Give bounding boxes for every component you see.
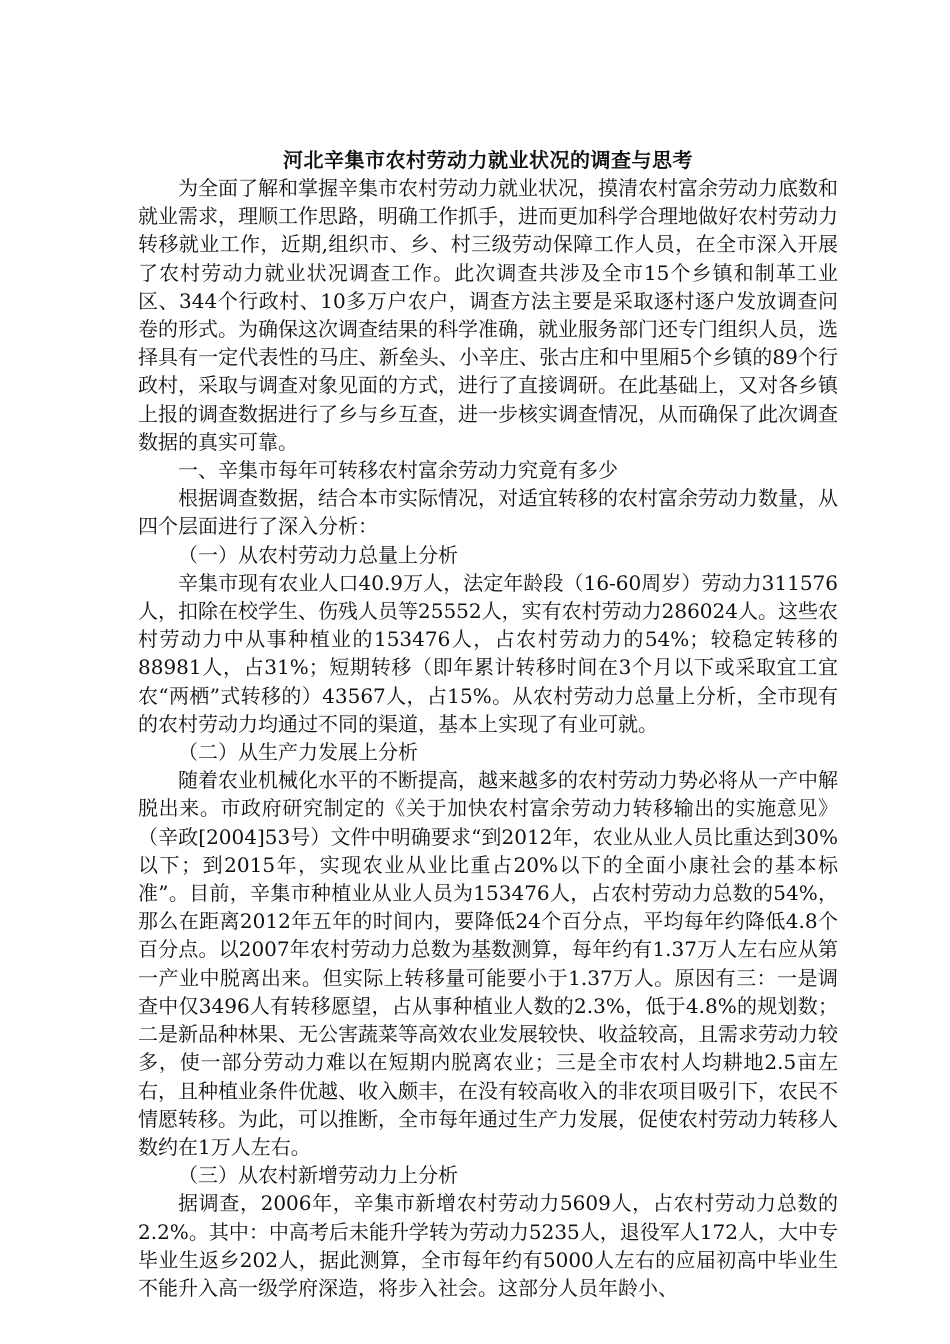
- intro-paragraph: 为全面了解和掌握辛集市农村劳动力就业状况，摸清农村富余劳动力底数和就业需求，理顺工作思路，明确工作抓手，进而更加科学合理地做好农村劳动力转移就业工作，近期,组织市、乡、村三级劳动保障工作人员，在全市深入开展了农村劳动力就业状况调查工作。此次调查共涉及全市15个乡镇和制革工业区、344个行政村、10多万户农户，调查方法主要是采取逐村逐户发放调查问卷的形式。为确保这次调查结果的科学准确，就业服务部门还专门组织人员，选择具有一定代表性的马庄、新垒头、小辛庄、张古庄和中里厢5个乡镇的89个行政村，采取与调查对象见面的方式，进行了直接调研。在此基础上，又对各乡镇上报的调查数据进行了乡与乡互查，进一步核实调查情况，从而确保了此次调查数据的真实可靠。: [138, 176, 838, 454]
- section-1-paragraph: 根据调查数据，结合本市实际情况，对适宜转移的农村富余劳动力数量，从四个层面进行了深入分析：: [138, 486, 838, 539]
- subsection-2-paragraph: 随着农业机械化水平的不断提高，越来越多的农村劳动力势必将从一产中解脱出来。市政府研究制定的《关于加快农村富余劳动力转移输出的实施意见》（辛政[2004]53号）文件中明确要求“到2012年，农业从业人员比重达到30%以下；到2015年，实现农业从业比重占20%以下的全面小康社会的基本标准”。目前，辛集市种植业从业人员为153476人，占农村劳动力总数的54%，那么在距离2012年五年的时间内，要降低24个百分点，平均每年约降低4.8个百分点。以2007年农村劳动力总数为基数测算，每年约有1.37万人左右应从第一产业中脱离出来。但实际上转移量可能要小于1.37万人。原因有三：一是调查中仅3496人有转移愿望，占从事种植业人数的2.3%，低于4.8%的规划数；二是新品种林果、无公害蔬菜等高效农业发展较快、收益较高，且需求劳动力较多，使一部分劳动力难以在短期内脱离农业；三是全市农村人均耕地2.5亩左右，且种植业条件优越、收入颇丰，在没有较高收入的非农项目吸引下，农民不情愿转移。为此，可以推断，全市每年通过生产力发展，促使农村劳动力转移人数约在1万人左右。: [138, 768, 838, 1159]
- document-title: 河北辛集市农村劳动力就业状况的调查与思考: [283, 148, 693, 172]
- document-body: [138, 146, 838, 1302]
- section-heading-1: 一、辛集市每年可转移农村富余劳动力究竟有多少: [178, 458, 618, 483]
- subsection-heading-1: （一）从农村劳动力总量上分析: [178, 542, 458, 567]
- subsection-heading-3: （三）从农村新增劳动力上分析: [178, 1163, 458, 1188]
- subsection-1-paragraph: 辛集市现有农业人口40.9万人，法定年龄段（16-60周岁）劳动力311576人，扣除在校学生、伤残人员等25552人，实有农村劳动力286024人。这些农村劳动力中从事种植业的153476人，占农村劳动力的54%；较稳定转移的88981人，占31%；短期转移（即年累计转移时间在3个月以下或采取宜工宜农“两栖”式转移的）43567人，占15%。从农村劳动力总量上分析，全市现有的农村劳动力均通过不同的渠道，基本上实现了有业可就。: [138, 570, 838, 736]
- subsection-heading-2: （二）从生产力发展上分析: [178, 740, 418, 765]
- subsection-3-paragraph: 据调查，2006年，辛集市新增农村劳动力5609人，占农村劳动力总数的2.2%。其中：中高考后未能升学转为劳动力5235人，退役军人172人，大中专毕业生返乡202人，据此测算，全市每年约有5000人左右的应届初高中毕业生不能升入高一级学府深造，将步入社会。这部分人员年龄小、: [138, 1191, 838, 1300]
